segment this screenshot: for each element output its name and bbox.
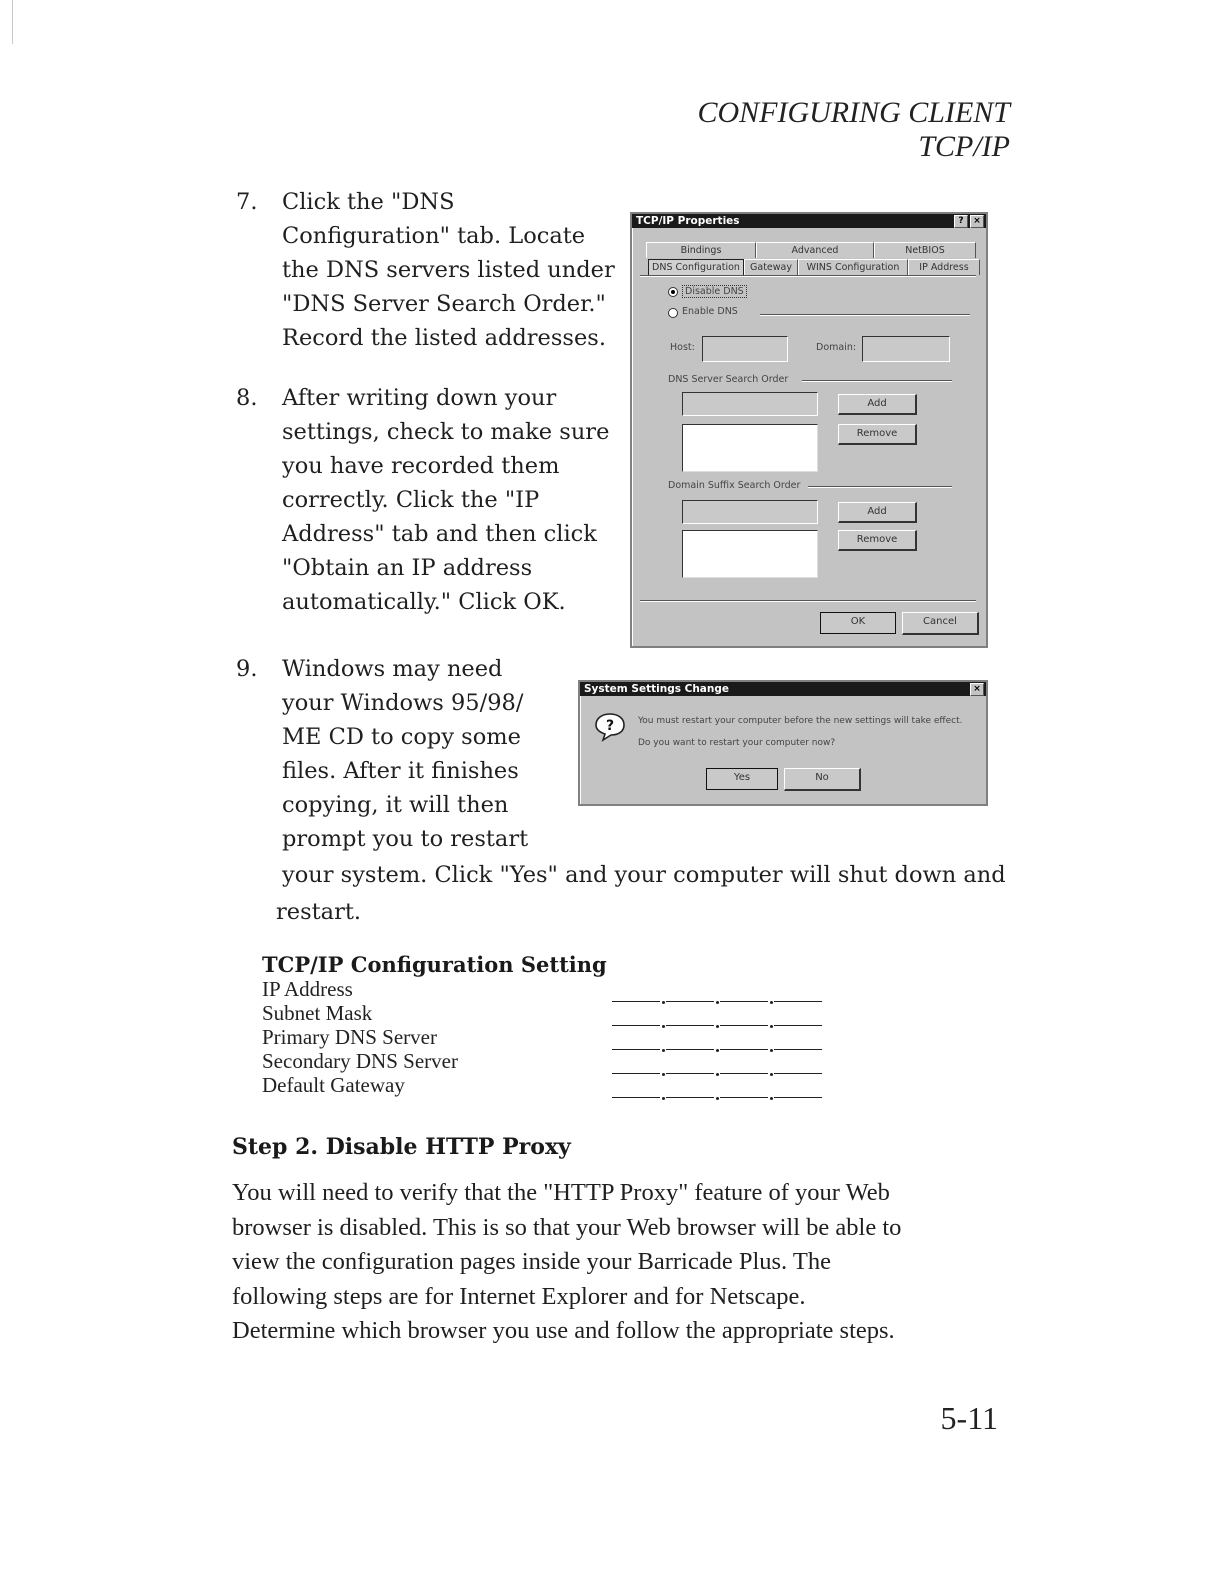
config-row-label: Subnet Mask: [262, 1001, 373, 1025]
domain-suffix-search-order-label: Domain Suffix Search Order: [668, 480, 801, 491]
enable-dns-radio[interactable]: [668, 308, 678, 318]
section-paragraph: [232, 1176, 901, 1349]
config-row-label: Default Gateway: [262, 1073, 405, 1097]
tab-gateway[interactable]: Gateway: [744, 259, 798, 275]
step-text: [282, 381, 609, 619]
host-input[interactable]: [702, 336, 788, 362]
dns-server-search-order-label: DNS Server Search Order: [668, 374, 789, 385]
step-number: 9.: [236, 656, 258, 682]
step-line: Address" tab and then click: [282, 521, 597, 547]
restart-message: You must restart your computer before the new settings will take effect.: [638, 716, 963, 726]
tab-wins-configuration[interactable]: WINS Configuration: [798, 259, 908, 275]
step-number: 7.: [236, 189, 258, 215]
dialog-titlebar: [632, 214, 986, 228]
domain-label: Domain:: [816, 342, 857, 353]
tab-bindings[interactable]: Bindings: [646, 242, 756, 258]
step-line: settings, check to make sure: [282, 419, 610, 445]
dialog-title: System Settings Change: [584, 683, 729, 695]
step-7: [236, 185, 616, 360]
restart-question: Do you want to restart your computer now?: [638, 738, 836, 748]
config-row-label: IP Address: [262, 977, 353, 1001]
host-label: Host:: [670, 342, 695, 353]
running-head: CONFIGURING CLIENT TCP/IP: [697, 96, 1010, 163]
tab-dns-configuration[interactable]: DNS Configuration: [648, 259, 744, 275]
config-table-heading: TCP/IP Configuration Setting: [262, 952, 607, 977]
paragraph-line: browser is disabled. This is so that your Web browser will be able to: [232, 1213, 902, 1241]
step-line: copying, it will then: [282, 792, 509, 818]
disable-dns-label: Disable DNS: [682, 285, 747, 298]
dns-server-list[interactable]: [682, 424, 818, 472]
step-line: automatically." Click OK.: [282, 589, 566, 615]
domain-add-button[interactable]: Add: [838, 502, 917, 523]
step-line: Record the listed addresses.: [282, 325, 606, 351]
help-button[interactable]: ?: [954, 215, 968, 228]
ok-button[interactable]: OK: [820, 612, 896, 634]
step-9: [236, 652, 576, 857]
step-line: Configuration" tab. Locate: [282, 223, 586, 249]
step-9-continuation: your system. Click "Yes" and your computer will shut down and: [282, 862, 1006, 888]
domain-suffix-group-line: [808, 486, 952, 488]
tab-ip-address[interactable]: IP Address: [908, 259, 980, 275]
default-gateway-blank: [612, 1078, 822, 1102]
step-line: the DNS servers listed under: [282, 257, 615, 283]
step-line: your Windows 95/98/: [282, 690, 524, 716]
tab-panel-border: [640, 275, 976, 277]
step-8: [236, 381, 616, 621]
config-row-label: Primary DNS Server: [262, 1025, 437, 1049]
domain-input[interactable]: [862, 336, 950, 362]
secondary-dns-blank: [612, 1054, 822, 1078]
disable-dns-radio[interactable]: [668, 287, 678, 297]
step-line: correctly. Click the "IP: [282, 487, 540, 513]
paragraph-line: Determine which browser you use and follow the appropriate steps.: [232, 1317, 895, 1344]
margin-rule: [12, 0, 13, 44]
paragraph-line: following steps are for Internet Explorer and for Netscape.: [232, 1282, 806, 1310]
ip-address-blank: [612, 982, 822, 1006]
yes-button[interactable]: Yes: [706, 768, 778, 790]
dns-remove-button[interactable]: Remove: [838, 424, 917, 445]
close-button[interactable]: ×: [970, 683, 984, 696]
svg-text:?: ?: [605, 718, 615, 734]
dialog-title: TCP/IP Properties: [636, 215, 740, 227]
enable-dns-label: Enable DNS: [682, 306, 738, 317]
step-text: [282, 185, 615, 355]
dns-server-input[interactable]: [682, 392, 818, 416]
page-number: 5-11: [940, 1400, 998, 1436]
step-line: After writing down your: [282, 385, 557, 411]
paragraph-line: You will need to verify that the "HTTP Proxy" feature of your Web: [232, 1179, 890, 1206]
step-line: ME CD to copy some: [282, 724, 521, 750]
domain-suffix-list[interactable]: [682, 530, 818, 578]
step-line: Windows may need: [282, 656, 503, 682]
system-settings-change-dialog: [578, 680, 988, 806]
tab-netbios[interactable]: NetBIOS: [874, 242, 976, 258]
domain-remove-button[interactable]: Remove: [838, 530, 917, 551]
step-line: Click the "DNS: [282, 189, 455, 215]
section-heading: Step 2. Disable HTTP Proxy: [232, 1134, 571, 1160]
no-button[interactable]: No: [784, 768, 861, 791]
step-line: you have recorded them: [282, 453, 560, 479]
close-button[interactable]: ×: [970, 215, 984, 228]
domain-suffix-input[interactable]: [682, 500, 818, 524]
panel-bottom-line: [640, 600, 976, 602]
dns-group-line: [760, 314, 970, 316]
step-line: prompt you to restart: [282, 826, 529, 852]
step-number: 8.: [236, 385, 258, 411]
dialog-titlebar: [580, 682, 986, 696]
step-text: [282, 652, 528, 856]
tab-advanced[interactable]: Advanced: [756, 242, 874, 258]
subnet-mask-blank: [612, 1006, 822, 1030]
config-row-label: Secondary DNS Server: [262, 1049, 458, 1073]
paragraph-line: view the configuration pages inside your Barricade Plus. The: [232, 1248, 831, 1275]
question-icon: [594, 712, 626, 742]
step-line: "Obtain an IP address: [282, 555, 533, 581]
primary-dns-blank: [612, 1030, 822, 1054]
dns-add-button[interactable]: Add: [838, 394, 917, 415]
dns-search-group-line: [802, 380, 952, 382]
tcpip-properties-dialog: [630, 212, 988, 648]
step-line: files. After it finishes: [282, 758, 519, 784]
step-line: "DNS Server Search Order.": [282, 291, 606, 317]
cancel-button[interactable]: Cancel: [902, 612, 979, 635]
step-9-continuation: restart.: [276, 899, 362, 925]
